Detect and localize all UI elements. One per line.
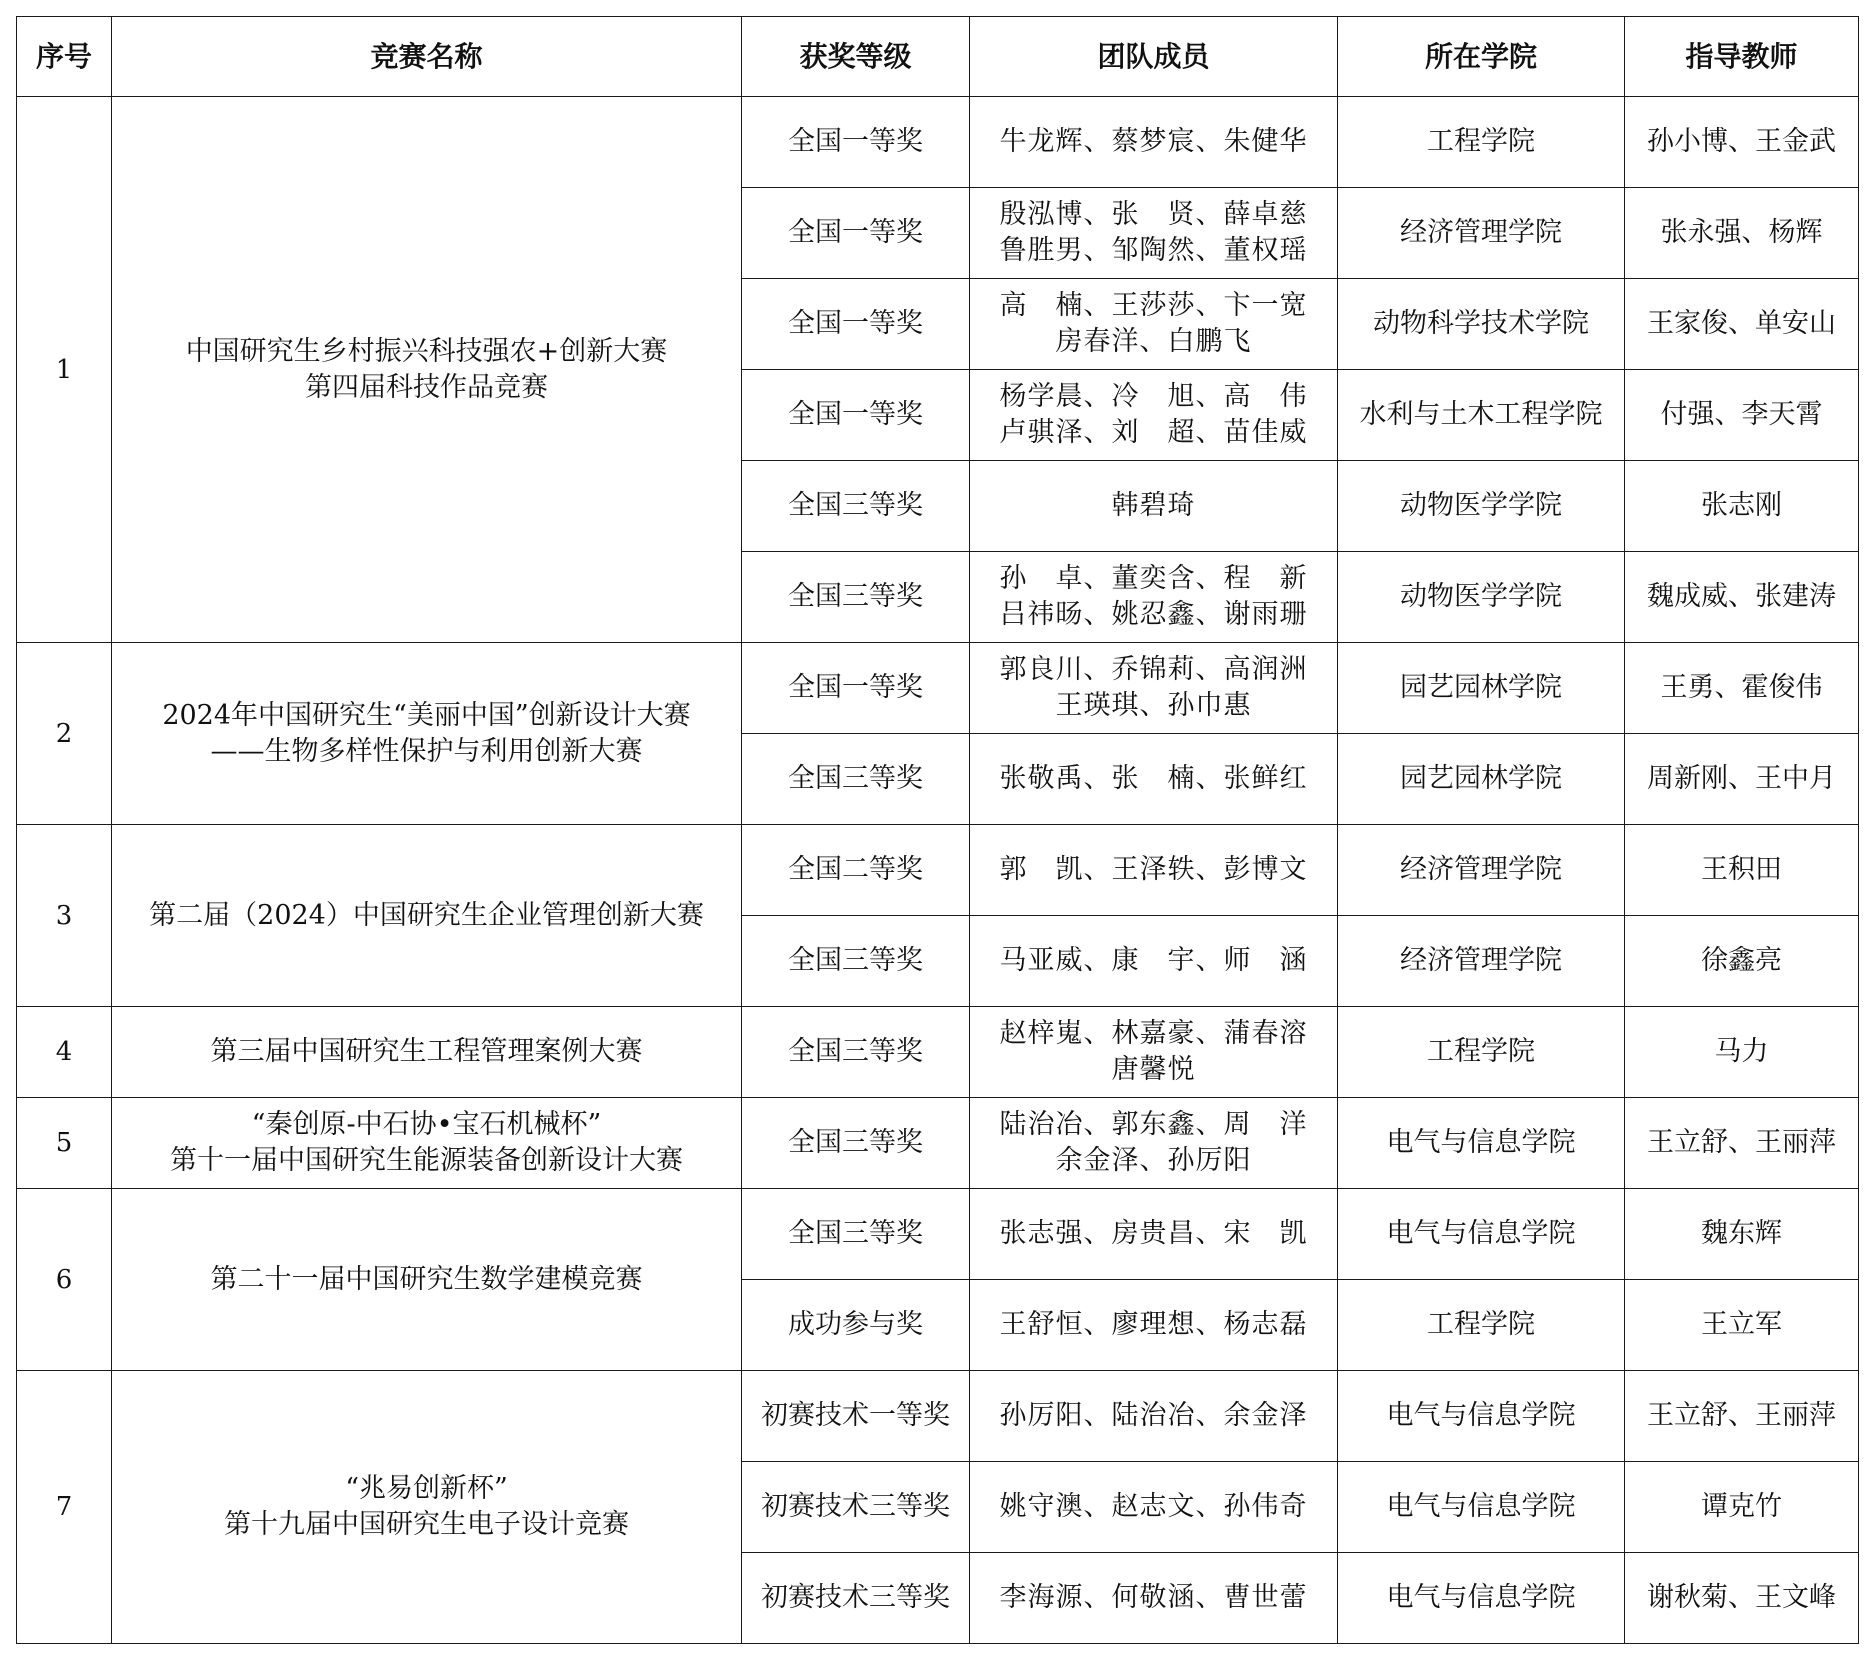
team-members-cell	[970, 1189, 1338, 1280]
tutor-cell: 孙小博、王金武	[1625, 97, 1859, 188]
seq-cell: 3	[17, 825, 112, 1007]
tutor-cell: 徐鑫亮	[1625, 916, 1859, 1007]
competition-name-line: ——生物多样性保护与利用创新大赛	[210, 735, 643, 767]
awards-sheet	[16, 16, 1859, 1644]
college-cell: 经济管理学院	[1338, 825, 1625, 916]
competition-name-line: “秦创原-中石协•宝石机械杯”	[251, 1109, 602, 1140]
tutor-cell: 魏成威、张建涛	[1625, 552, 1859, 643]
team-members-line: 唐馨悦	[1111, 1054, 1196, 1085]
tutor-cell: 马力	[1625, 1007, 1859, 1098]
team-members-cell	[970, 825, 1338, 916]
competition-cell	[112, 1189, 742, 1371]
team-members-line: 房春洋、白鹏飞	[1055, 326, 1252, 357]
college-cell: 电气与信息学院	[1338, 1462, 1625, 1553]
award-level-cell: 全国一等奖	[742, 188, 970, 279]
team-members-line: 李海源、何敬涵、曹世蕾	[999, 1582, 1308, 1613]
competition-cell	[112, 1007, 742, 1098]
tutor-cell: 王积田	[1625, 825, 1859, 916]
college-cell: 电气与信息学院	[1338, 1371, 1625, 1462]
team-members-line: 吕祎旸、姚忍鑫、谢雨珊	[999, 599, 1308, 630]
team-members-line: 杨学晨、冷 旭、高 伟	[999, 381, 1308, 412]
seq-cell: 1	[17, 97, 112, 643]
header-competition: 竞赛名称	[112, 17, 742, 97]
college-cell: 电气与信息学院	[1338, 1098, 1625, 1189]
team-members-line: 姚守澳、赵志文、孙伟奇	[999, 1491, 1308, 1522]
team-members-cell	[970, 188, 1338, 279]
team-members-cell	[970, 734, 1338, 825]
team-members-line: 卢骐泽、刘 超、苗佳威	[999, 417, 1308, 448]
team-members-line: 赵梓嵬、林嘉豪、蒲春溶	[999, 1018, 1308, 1049]
college-cell: 工程学院	[1338, 1280, 1625, 1371]
team-members-cell	[970, 1462, 1338, 1553]
competition-name-line: 第四届科技作品竞赛	[305, 371, 548, 403]
award-level-cell: 全国三等奖	[742, 1189, 970, 1280]
team-members-line: 郭良川、乔锦莉、高润洲	[999, 654, 1308, 685]
team-members-line: 余金泽、孙厉阳	[1055, 1145, 1252, 1176]
college-cell: 园艺园林学院	[1338, 643, 1625, 734]
award-level-cell: 成功参与奖	[742, 1280, 970, 1371]
college-cell: 园艺园林学院	[1338, 734, 1625, 825]
team-members-cell	[970, 370, 1338, 461]
award-level-cell: 全国一等奖	[742, 279, 970, 370]
team-members-cell	[970, 1553, 1338, 1644]
award-level-cell: 全国一等奖	[742, 97, 970, 188]
college-cell: 动物科学技术学院	[1338, 279, 1625, 370]
tutor-cell: 王立军	[1625, 1280, 1859, 1371]
award-level-cell: 初赛技术三等奖	[742, 1553, 970, 1644]
award-level-cell: 初赛技术三等奖	[742, 1462, 970, 1553]
table-row	[17, 825, 1859, 916]
team-members-cell	[970, 1098, 1338, 1189]
tutor-cell: 王立舒、王丽萍	[1625, 1098, 1859, 1189]
table-row	[17, 1371, 1859, 1462]
competition-name-line: 第二届（2024）中国研究生企业管理创新大赛	[149, 899, 704, 931]
header-level: 获奖等级	[742, 17, 970, 97]
competition-name-line: 2024年中国研究生“美丽中国”创新设计大赛	[162, 699, 691, 731]
tutor-cell: 周新刚、王中月	[1625, 734, 1859, 825]
team-members-line: 马亚威、康 宇、师 涵	[999, 945, 1308, 976]
seq-cell: 4	[17, 1007, 112, 1098]
college-cell: 水利与土木工程学院	[1338, 370, 1625, 461]
awards-body	[17, 97, 1859, 1644]
header-tutor: 指导教师	[1625, 17, 1859, 97]
header-seq: 序号	[17, 17, 112, 97]
tutor-cell: 付强、李天霄	[1625, 370, 1859, 461]
team-members-line: 孙 卓、董奕含、程 新	[999, 563, 1308, 594]
team-members-line: 高 楠、王莎莎、卞一宽	[999, 290, 1308, 321]
team-members-cell	[970, 552, 1338, 643]
table-row	[17, 1189, 1859, 1280]
seq-cell: 5	[17, 1098, 112, 1189]
header-row	[17, 17, 1859, 97]
tutor-cell: 王家俊、单安山	[1625, 279, 1859, 370]
college-cell: 电气与信息学院	[1338, 1189, 1625, 1280]
team-members-line: 张志强、房贵昌、宋 凯	[999, 1218, 1308, 1249]
table-row	[17, 1007, 1859, 1098]
tutor-cell: 王立舒、王丽萍	[1625, 1371, 1859, 1462]
award-level-cell: 全国三等奖	[742, 461, 970, 552]
team-members-line: 殷泓博、张 贤、薛卓慈	[999, 199, 1308, 230]
header-team: 团队成员	[970, 17, 1338, 97]
team-members-cell	[970, 461, 1338, 552]
table-row	[17, 1098, 1859, 1189]
team-members-cell	[970, 1280, 1338, 1371]
competition-cell	[112, 1098, 742, 1189]
team-members-line: 韩碧琦	[1111, 490, 1196, 521]
award-level-cell: 全国三等奖	[742, 916, 970, 1007]
competition-name-line: “兆易创新杯”	[345, 1473, 508, 1504]
team-members-line: 王瑛琪、孙巾惠	[1055, 690, 1252, 721]
team-members-cell	[970, 279, 1338, 370]
team-members-line: 陆治冶、郭东鑫、周 洋	[999, 1109, 1308, 1140]
team-members-cell	[970, 97, 1338, 188]
header-college: 所在学院	[1338, 17, 1625, 97]
team-members-cell	[970, 1371, 1338, 1462]
seq-cell: 6	[17, 1189, 112, 1371]
competition-name-line: 第十九届中国研究生电子设计竞赛	[224, 1509, 629, 1540]
team-members-line: 鲁胜男、邹陶然、董权瑶	[999, 235, 1308, 266]
competition-cell	[112, 643, 742, 825]
team-members-line: 张敬禹、张 楠、张鲜红	[999, 763, 1308, 794]
team-members-line: 王舒恒、廖理想、杨志磊	[999, 1309, 1308, 1340]
competition-name-line: 第十一届中国研究生能源装备创新设计大赛	[170, 1145, 683, 1176]
award-level-cell: 全国二等奖	[742, 825, 970, 916]
award-level-cell: 全国一等奖	[742, 370, 970, 461]
college-cell: 经济管理学院	[1338, 188, 1625, 279]
tutor-cell: 谭克竹	[1625, 1462, 1859, 1553]
tutor-cell: 谢秋菊、王文峰	[1625, 1553, 1859, 1644]
college-cell: 电气与信息学院	[1338, 1553, 1625, 1644]
competition-cell	[112, 1371, 742, 1644]
competition-name-line: 第三届中国研究生工程管理案例大赛	[210, 1036, 643, 1067]
table-row	[17, 97, 1859, 188]
team-members-cell	[970, 916, 1338, 1007]
tutor-cell: 张志刚	[1625, 461, 1859, 552]
awards-table	[16, 16, 1859, 1644]
award-level-cell: 全国三等奖	[742, 734, 970, 825]
competition-name-line: 第二十一届中国研究生数学建模竞赛	[210, 1263, 643, 1295]
seq-cell: 2	[17, 643, 112, 825]
team-members-cell	[970, 643, 1338, 734]
seq-cell: 7	[17, 1371, 112, 1644]
tutor-cell: 王勇、霍俊伟	[1625, 643, 1859, 734]
team-members-line: 郭 凯、王泽轶、彭博文	[999, 854, 1308, 885]
team-members-line: 牛龙辉、蔡梦宸、朱健华	[999, 126, 1308, 157]
competition-cell	[112, 825, 742, 1007]
award-level-cell: 初赛技术一等奖	[742, 1371, 970, 1462]
college-cell: 动物医学学院	[1338, 461, 1625, 552]
college-cell: 经济管理学院	[1338, 916, 1625, 1007]
competition-name-line: 中国研究生乡村振兴科技强农+创新大赛	[185, 335, 668, 367]
team-members-line: 孙厉阳、陆治冶、余金泽	[999, 1400, 1308, 1431]
college-cell: 工程学院	[1338, 1007, 1625, 1098]
award-level-cell: 全国三等奖	[742, 552, 970, 643]
award-level-cell: 全国三等奖	[742, 1007, 970, 1098]
team-members-cell	[970, 1007, 1338, 1098]
college-cell: 动物医学学院	[1338, 552, 1625, 643]
college-cell: 工程学院	[1338, 97, 1625, 188]
award-level-cell: 全国三等奖	[742, 1098, 970, 1189]
competition-cell	[112, 97, 742, 643]
tutor-cell: 魏东辉	[1625, 1189, 1859, 1280]
table-row	[17, 643, 1859, 734]
tutor-cell: 张永强、杨辉	[1625, 188, 1859, 279]
award-level-cell: 全国一等奖	[742, 643, 970, 734]
